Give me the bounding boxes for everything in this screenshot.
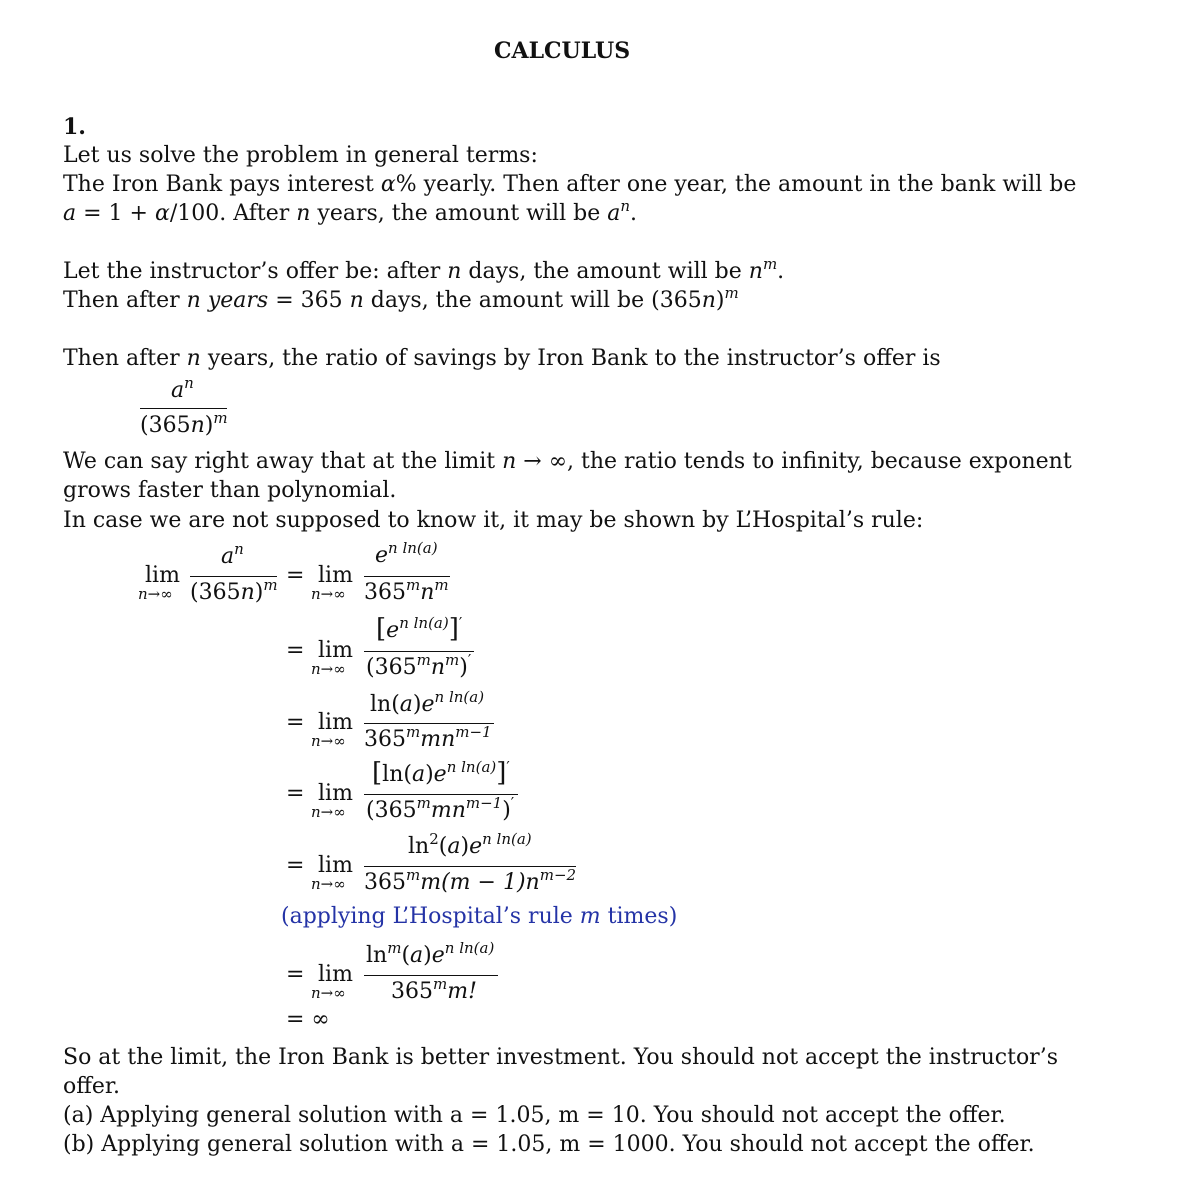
exponent: m−2 [539, 866, 577, 884]
row6-fraction-bar [364, 975, 498, 976]
paragraph-5: In case we are not supposed to know it, it may be shown by L’Hospital’s rule: [63, 508, 924, 533]
lim-operator: lim [318, 781, 353, 806]
var-n: n [701, 288, 716, 313]
conclusion-line-1: So at the limit, the Iron Bank is better investment. You should not accept the instructor’s [63, 1045, 1058, 1070]
limit-expr: n → ∞ [502, 449, 568, 474]
paragraph-1-line-2 [63, 197, 637, 226]
text-fragment: days, the amount will be [461, 259, 749, 284]
var-e: e [433, 762, 447, 787]
exponent: m [416, 794, 431, 812]
text-fragment: , the ratio tends to infinity, because exponent [567, 449, 1072, 474]
var-n: n [190, 413, 205, 438]
text-fragment: % yearly. Then after one year, the amount in the bank will be [395, 172, 1077, 197]
equals-sign: = [286, 962, 305, 987]
exponent: m−1 [465, 794, 503, 812]
exponent: m [406, 723, 421, 741]
paragraph-4-line-1 [63, 451, 1072, 473]
var-a: a [607, 201, 621, 226]
text-fragment: 365 [391, 979, 433, 1004]
row4-denominator: $(365^mmn^{m-1})'$ [366, 794, 515, 823]
expr: m(m − 1)n [420, 870, 540, 895]
part-a: (a) Applying general solution with a = 1.05, m = 10. You should not accept the offer. [63, 1103, 1006, 1128]
text-fragment: = 1 + [76, 201, 155, 226]
var-a: a [221, 544, 235, 569]
alpha-symbol: α [380, 172, 396, 197]
expr: m! [447, 979, 477, 1004]
row2-numerator: $[e^{n ln(a)}]'$ [376, 614, 463, 644]
row5-numerator: $\ln^2(a)e^{n ln(a)}$ [408, 830, 532, 859]
text-fragment: 365 [364, 727, 406, 752]
paragraph-2-line-2 [63, 284, 739, 313]
text-fragment: 365 [374, 655, 417, 680]
exponent: m [724, 284, 739, 302]
lim-operator: lim [318, 563, 353, 588]
exponent: m [263, 576, 278, 594]
exponent: m [406, 866, 421, 884]
text-fragment: /100. After [169, 201, 297, 226]
text-fragment: times) [600, 904, 678, 929]
var-n: n [748, 259, 763, 284]
var-e: e [431, 943, 445, 968]
intro-text: Let us solve the problem in general terms: [63, 143, 538, 168]
ratio-denominator [140, 409, 228, 438]
equals-sign: = [286, 563, 305, 588]
exponent: m−1 [455, 723, 492, 741]
lim-subscript: n→∞ [311, 585, 346, 603]
paragraph-2-line-1 [63, 255, 785, 284]
alpha-symbol: α [154, 201, 170, 226]
lim-subscript: n→∞ [311, 732, 346, 750]
lim-operator: lim [318, 962, 353, 987]
exponent: 2 [429, 830, 439, 848]
text-fragment: 365 [364, 870, 406, 895]
exponent: m [433, 975, 448, 993]
page-title: CALCULUS [494, 38, 631, 64]
exponent: m [406, 576, 421, 594]
var-mn: mn [430, 798, 466, 823]
var-mn: mn [420, 727, 456, 752]
text-fragment: = 365 [268, 288, 350, 313]
text-fragment: 365 [364, 580, 406, 605]
text-fragment: Let the instructor’s offer be: after [63, 259, 448, 284]
var-a: a [63, 201, 77, 226]
final-result: = ∞ [286, 1007, 330, 1032]
exponent: m [387, 939, 402, 957]
exponent: m [416, 651, 431, 669]
text-fragment: Then after [63, 346, 187, 371]
text-fragment: (365 [190, 580, 241, 605]
lim-subscript: n→∞ [138, 585, 173, 603]
var-n: n [296, 201, 311, 226]
row1-rhs-denominator [364, 576, 449, 605]
lim-operator: lim [318, 710, 353, 735]
exponent: n ln(a) [434, 688, 485, 706]
lim-subscript: n→∞ [311, 660, 346, 678]
exponent: n ln(a) [388, 539, 438, 557]
var-e: e [386, 618, 400, 643]
ratio-numerator [171, 374, 194, 403]
lim-operator: lim [145, 563, 180, 588]
text-fragment: ) [254, 580, 264, 605]
var-n: n [186, 346, 201, 371]
text-fragment: ln( [382, 762, 412, 787]
equals-sign: = [286, 638, 305, 663]
text-fragment: years, the ratio of savings by Iron Bank to the instructor’s offer is [200, 346, 941, 371]
text-fragment: . [777, 259, 785, 284]
text-fragment: (applying L’Hospital’s rule [281, 904, 580, 929]
part-b: (b) Applying general solution with a = 1.05, m = 1000. You should not accept the offer. [63, 1132, 1035, 1157]
equals-sign: = [286, 781, 305, 806]
text-fragment: 365 [374, 798, 417, 823]
row1-rhs-numerator [375, 539, 438, 568]
row1-lhs-numerator [221, 540, 244, 569]
row2-denominator: $(365^mn^m)'$ [366, 651, 472, 680]
lim-subscript: n→∞ [311, 803, 346, 821]
exponent: m [434, 576, 449, 594]
var-n: n [430, 655, 445, 680]
lim-operator: lim [318, 638, 353, 663]
paragraph-3 [63, 348, 941, 370]
text-fragment: We can say right away that at the limit [63, 449, 503, 474]
row3-denominator [364, 723, 492, 752]
row3-numerator: $\ln(a)e^{n ln(a)}$ [370, 688, 485, 717]
exponent: n ln(a) [399, 614, 449, 632]
var-e: e [421, 692, 435, 717]
row4-numerator: $[\ln(a)e^{n ln(a)}]'$ [372, 758, 510, 788]
lhospital-note [281, 906, 677, 928]
text-fragment: (365 [140, 413, 191, 438]
text-fragment: days, the amount will be (365 [363, 288, 702, 313]
row1-lhs-denominator [190, 576, 278, 605]
equals-sign: = [286, 853, 305, 878]
var-e: e [469, 834, 483, 859]
exponent: n ln(a) [446, 758, 497, 776]
text-fragment: ) [204, 413, 214, 438]
text-fragment: . [630, 201, 637, 226]
lim-subscript: n→∞ [311, 875, 346, 893]
var-e: e [375, 543, 389, 568]
text-fragment: ln( [370, 692, 400, 717]
exponent: m [213, 409, 228, 427]
var-a: a [171, 378, 185, 403]
var-n: n [349, 288, 364, 313]
exponent: m [762, 255, 778, 273]
var-n: n [420, 580, 435, 605]
text-fragment: Then after [63, 288, 187, 313]
exponent: n ln(a) [482, 830, 532, 848]
lim-operator: lim [318, 853, 353, 878]
exponent: n [234, 540, 244, 558]
row5-denominator [364, 866, 577, 895]
lim-subscript: n→∞ [311, 984, 346, 1002]
exponent: m [445, 651, 460, 669]
text-fragment: The Iron Bank pays interest [63, 172, 381, 197]
exponent: n ln(a) [444, 939, 495, 957]
conclusion-line-2: offer. [63, 1074, 120, 1099]
paragraph-4-line-2: grows faster than polynomial. [63, 478, 397, 503]
var-n: n [240, 580, 255, 605]
exponent: n [620, 197, 630, 215]
text-fragment: years, the amount will be [310, 201, 608, 226]
var-m: m [579, 904, 601, 929]
problem-number: 1. [63, 114, 86, 140]
exponent: n [184, 374, 194, 392]
text-fragment: ) [715, 288, 725, 313]
var-n: n [447, 259, 462, 284]
n-years-expr: n years [186, 288, 269, 313]
row6-numerator: $\ln^m(a)e^{n ln(a)}$ [366, 939, 495, 968]
paragraph-1-line-1 [63, 174, 1076, 196]
equals-sign: = [286, 710, 305, 735]
row6-denominator [391, 975, 477, 1004]
